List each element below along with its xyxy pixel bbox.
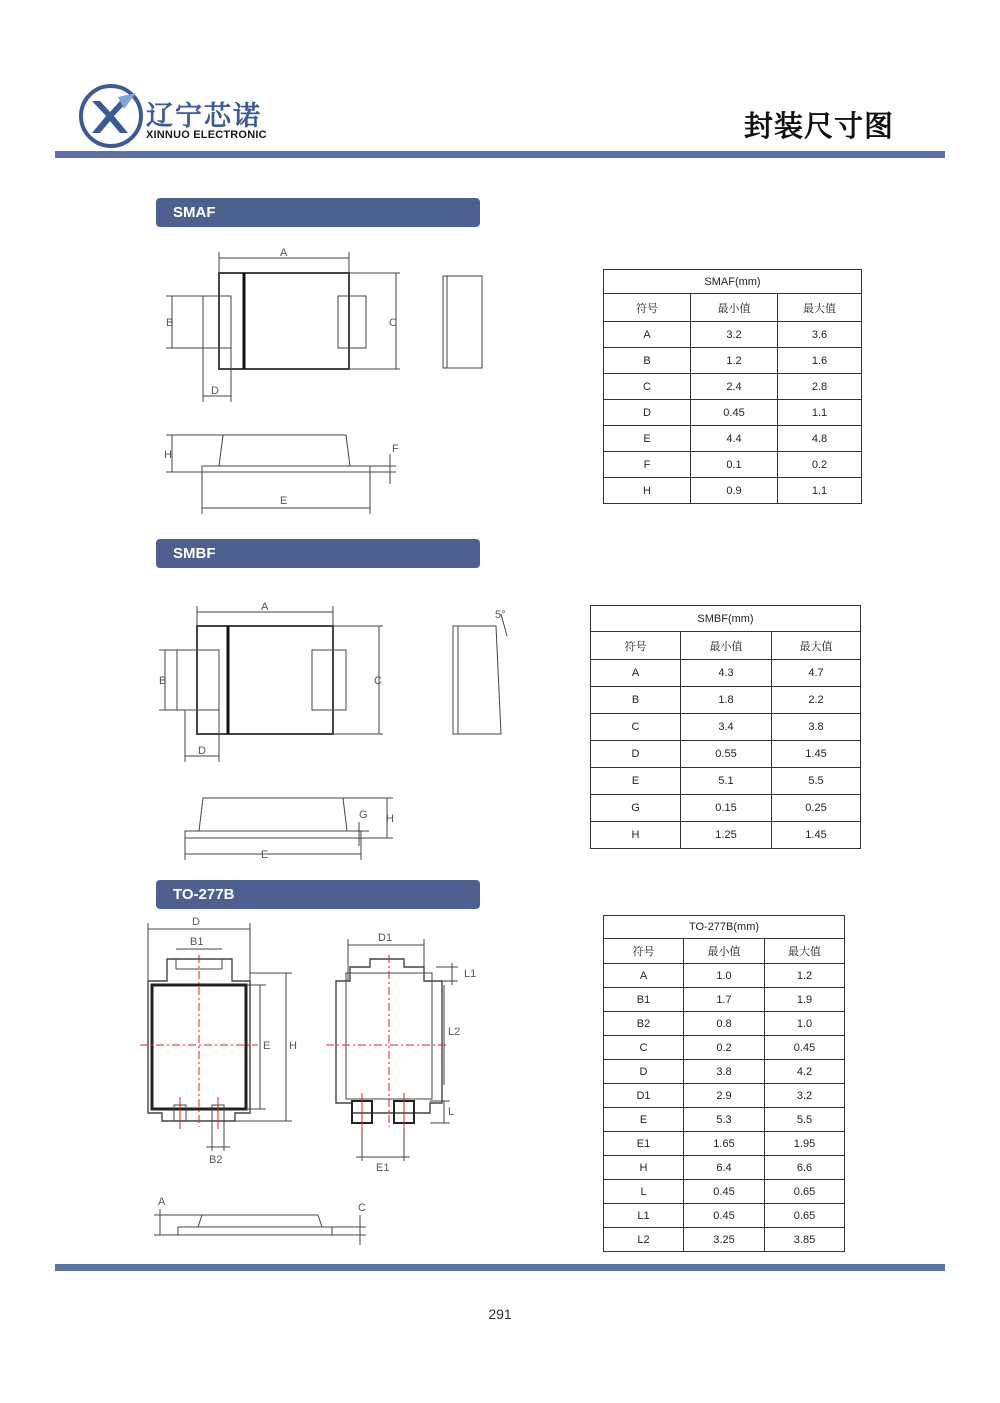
header-symbol: 符号 <box>591 632 681 660</box>
to277b-package-drawing <box>140 915 500 1255</box>
to277b-label-d: D <box>192 916 200 928</box>
cell-min: 0.8 <box>684 1012 765 1036</box>
cell-max: 0.65 <box>765 1180 845 1204</box>
table-row <box>591 768 861 795</box>
table-title: SMBF(mm) <box>591 606 861 632</box>
table-row <box>604 964 845 988</box>
table-row <box>591 687 861 714</box>
cell-symbol: B2 <box>604 1012 684 1036</box>
cell-max: 0.45 <box>765 1036 845 1060</box>
smbf-label-a: A <box>261 601 269 613</box>
cell-symbol: H <box>604 1156 684 1180</box>
cell-min: 3.8 <box>684 1060 765 1084</box>
cell-max: 2.8 <box>778 374 862 400</box>
cell-min: 6.4 <box>684 1156 765 1180</box>
cell-symbol: H <box>591 822 681 849</box>
cell-symbol: B <box>604 348 691 374</box>
smbf-label-e: E <box>261 849 269 861</box>
cell-symbol: D1 <box>604 1084 684 1108</box>
header-max: 最大值 <box>765 939 845 964</box>
cell-max: 1.45 <box>772 741 861 768</box>
to277b-dimension-table <box>603 915 845 1252</box>
cell-min: 1.7 <box>684 988 765 1012</box>
cell-max: 2.2 <box>772 687 861 714</box>
cell-symbol: A <box>591 660 681 687</box>
table-title: TO-277B(mm) <box>604 916 845 939</box>
table-row <box>604 988 845 1012</box>
cell-symbol: E <box>591 768 681 795</box>
cell-min: 0.55 <box>681 741 772 768</box>
cell-max: 5.5 <box>765 1108 845 1132</box>
cell-symbol: B1 <box>604 988 684 1012</box>
cell-symbol: D <box>591 741 681 768</box>
cell-min: 1.0 <box>684 964 765 988</box>
table-row <box>604 1132 845 1156</box>
cell-min: 1.65 <box>684 1132 765 1156</box>
cell-max: 6.6 <box>765 1156 845 1180</box>
header-min: 最小值 <box>681 632 772 660</box>
cell-symbol: E <box>604 426 691 452</box>
table-row <box>604 1012 845 1036</box>
table-row <box>591 660 861 687</box>
cell-symbol: L2 <box>604 1228 684 1252</box>
to277b-label-a: A <box>158 1196 166 1208</box>
smbf-dimension-table <box>590 605 861 849</box>
header-divider <box>55 151 945 158</box>
cell-symbol: A <box>604 322 691 348</box>
table-row <box>604 1084 845 1108</box>
cell-min: 2.4 <box>691 374 778 400</box>
cell-min: 4.4 <box>691 426 778 452</box>
cell-max: 0.2 <box>778 452 862 478</box>
table-row <box>604 1180 845 1204</box>
table-row <box>604 374 862 400</box>
cell-min: 3.25 <box>684 1228 765 1252</box>
table-row <box>591 741 861 768</box>
cell-min: 3.2 <box>691 322 778 348</box>
table-row <box>591 795 861 822</box>
cell-max: 5.5 <box>772 768 861 795</box>
footer-divider <box>55 1264 945 1271</box>
section-title-to277b: TO-277B <box>156 880 480 909</box>
cell-symbol: L1 <box>604 1204 684 1228</box>
header-symbol: 符号 <box>604 939 684 964</box>
cell-symbol: E1 <box>604 1132 684 1156</box>
page-number: 291 <box>488 1306 512 1322</box>
smbf-label-b: B <box>159 675 167 687</box>
cell-min: 0.45 <box>684 1204 765 1228</box>
cell-symbol: G <box>591 795 681 822</box>
cell-min: 0.1 <box>691 452 778 478</box>
cell-max: 1.2 <box>765 964 845 988</box>
to277b-label-d1: D1 <box>378 932 393 944</box>
smaf-label-a: A <box>280 247 288 259</box>
cell-symbol: A <box>604 964 684 988</box>
cell-max: 4.7 <box>772 660 861 687</box>
cell-symbol: L <box>604 1180 684 1204</box>
cell-symbol: C <box>604 1036 684 1060</box>
table-row <box>604 426 862 452</box>
cell-max: 3.6 <box>778 322 862 348</box>
header-symbol: 符号 <box>604 294 691 322</box>
cell-max: 1.0 <box>765 1012 845 1036</box>
table-row <box>591 822 861 849</box>
cell-max: 1.1 <box>778 478 862 504</box>
table-row <box>604 400 862 426</box>
cell-symbol: B <box>591 687 681 714</box>
smbf-label-c: C <box>374 675 382 687</box>
header-max: 最大值 <box>772 632 861 660</box>
cell-symbol: F <box>604 452 691 478</box>
cell-max: 4.2 <box>765 1060 845 1084</box>
to277b-label-l1: L1 <box>464 968 477 980</box>
cell-max: 0.25 <box>772 795 861 822</box>
to277b-label-l2: L2 <box>448 1026 461 1038</box>
cell-min: 5.3 <box>684 1108 765 1132</box>
cell-symbol: D <box>604 400 691 426</box>
table-row <box>604 348 862 374</box>
cell-min: 0.2 <box>684 1036 765 1060</box>
cell-min: 0.15 <box>681 795 772 822</box>
cell-min: 2.9 <box>684 1084 765 1108</box>
section-title-smaf: SMAF <box>156 198 480 227</box>
cell-symbol: E <box>604 1108 684 1132</box>
header-min: 最小值 <box>684 939 765 964</box>
table-row <box>604 478 862 504</box>
table-row <box>591 714 861 741</box>
cell-min: 1.2 <box>691 348 778 374</box>
to277b-label-h: H <box>289 1040 297 1052</box>
cell-min: 1.8 <box>681 687 772 714</box>
smbf-label-d: D <box>198 745 206 757</box>
smaf-label-c: C <box>389 317 397 329</box>
cell-min: 5.1 <box>681 768 772 795</box>
table-row <box>604 1228 845 1252</box>
cell-symbol: H <box>604 478 691 504</box>
cell-min: 4.3 <box>681 660 772 687</box>
smaf-label-f: F <box>392 443 399 455</box>
smbf-label-g: G <box>359 809 368 821</box>
cell-max: 3.8 <box>772 714 861 741</box>
logo-english-name: XINNUO ELECTRONIC <box>146 129 267 141</box>
to277b-label-e1: E1 <box>376 1162 390 1174</box>
page-title: 封装尺寸图 <box>744 109 895 143</box>
to277b-label-b2: B2 <box>209 1154 223 1166</box>
smbf-label-angle: 5° <box>495 609 506 621</box>
smbf-package-drawing <box>155 600 525 870</box>
smaf-package-drawing <box>160 240 500 520</box>
header-max: 最大值 <box>778 294 862 322</box>
smaf-dimension-table <box>603 269 862 504</box>
cell-symbol: C <box>604 374 691 400</box>
cell-symbol: D <box>604 1060 684 1084</box>
cell-symbol: C <box>591 714 681 741</box>
cell-min: 0.9 <box>691 478 778 504</box>
cell-max: 1.45 <box>772 822 861 849</box>
cell-max: 0.65 <box>765 1204 845 1228</box>
table-row <box>604 1060 845 1084</box>
cell-max: 3.2 <box>765 1084 845 1108</box>
cell-max: 1.9 <box>765 988 845 1012</box>
cell-min: 0.45 <box>691 400 778 426</box>
to277b-label-c: C <box>358 1202 366 1214</box>
smaf-label-b: B <box>166 317 174 329</box>
smbf-label-h: H <box>386 813 394 825</box>
to277b-label-e: E <box>263 1040 271 1052</box>
table-row <box>604 1036 845 1060</box>
smaf-label-d: D <box>211 385 219 397</box>
company-logo-icon <box>78 83 144 149</box>
table-row <box>604 1108 845 1132</box>
cell-max: 4.8 <box>778 426 862 452</box>
table-title: SMAF(mm) <box>604 270 862 294</box>
to277b-label-b1: B1 <box>190 936 204 948</box>
smaf-label-h: H <box>164 449 172 461</box>
cell-max: 1.1 <box>778 400 862 426</box>
cell-min: 3.4 <box>681 714 772 741</box>
section-title-smbf: SMBF <box>156 539 480 568</box>
to277b-label-l: L <box>448 1106 455 1118</box>
table-row <box>604 452 862 478</box>
cell-max: 1.95 <box>765 1132 845 1156</box>
table-row <box>604 322 862 348</box>
smaf-label-e: E <box>280 495 288 507</box>
header-min: 最小值 <box>691 294 778 322</box>
cell-min: 0.45 <box>684 1180 765 1204</box>
logo-chinese-name: 辽宁芯诺 <box>146 101 262 132</box>
table-row <box>604 1156 845 1180</box>
cell-max: 3.85 <box>765 1228 845 1252</box>
cell-max: 1.6 <box>778 348 862 374</box>
cell-min: 1.25 <box>681 822 772 849</box>
table-row <box>604 1204 845 1228</box>
